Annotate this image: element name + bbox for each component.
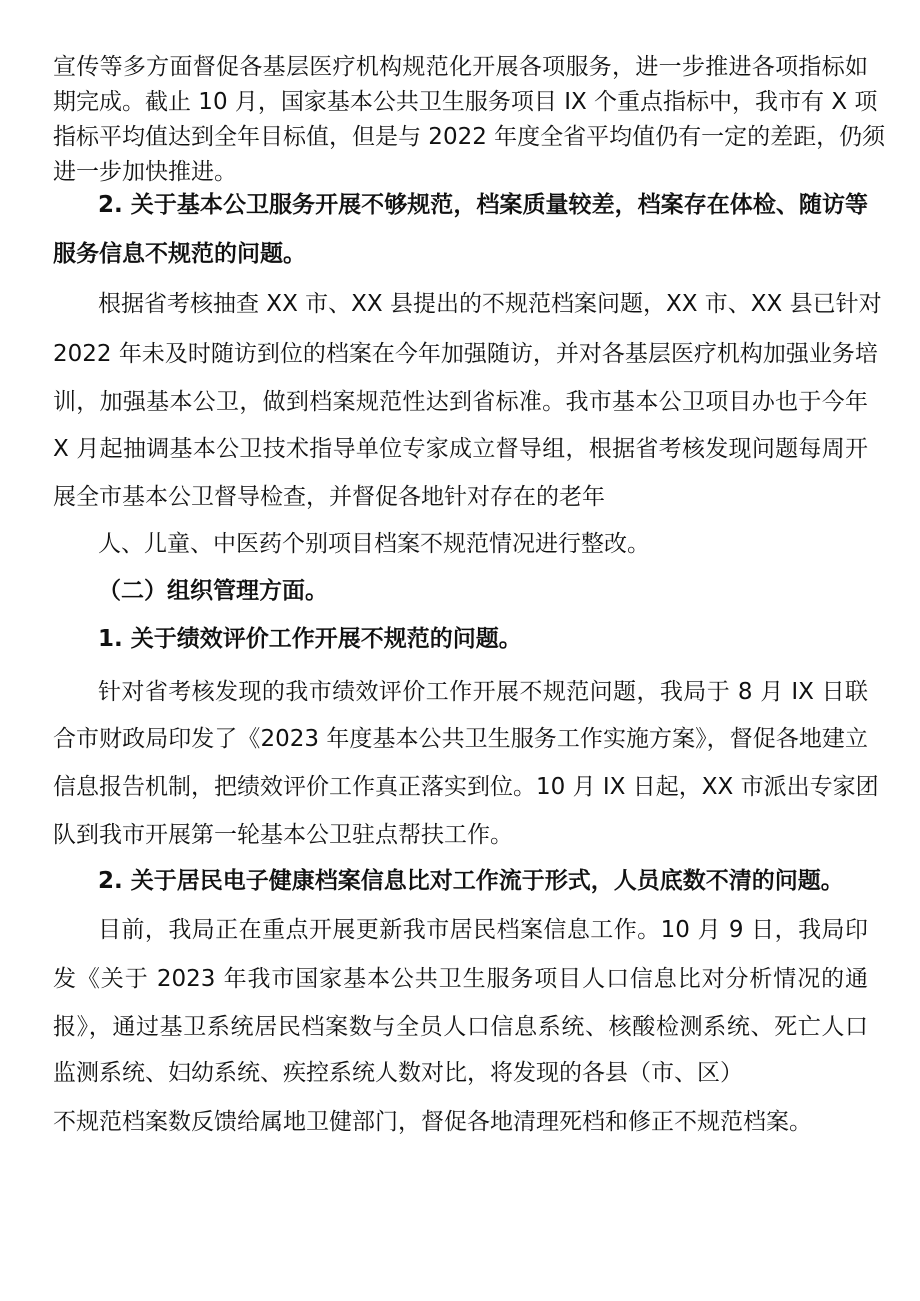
- text-line: 报》，通过基卫系统居民档案数与全员人口信息系统、核酸检测系统、死亡人口: [53, 1014, 868, 1040]
- text-line: 针对省考核发现的我市绩效评价工作开展不规范问题，我局于 8 月 IX 日联: [98, 679, 868, 705]
- section-title: （二）组织管理方面。: [98, 578, 328, 604]
- text-line: 目前，我局正在重点开展更新我市居民档案信息工作。10 月 9 日，我局印: [98, 917, 868, 943]
- section-heading: 服务信息不规范的问题。: [53, 241, 306, 267]
- text-line: 人、儿童、中医药个别项目档案不规范情况进行整改。: [98, 531, 650, 557]
- text-line: 指标平均值达到全年目标值，但是与 2022 年度全省平均值仍有一定的差距，仍须: [53, 124, 886, 150]
- text-line: X 月起抽调基本公卫技术指导单位专家成立督导组，根据省考核发现问题每周开: [53, 436, 868, 462]
- text-line: 期完成。截止 10 月，国家基本公共卫生服务项目 IX 个重点指标中，我市有 X 项: [53, 89, 878, 115]
- section-heading: 1. 关于绩效评价工作开展不规范的问题。: [98, 626, 522, 652]
- text-line: 合市财政局印发了《2023 年度基本公共卫生服务工作实施方案》，督促各地建立: [53, 726, 868, 752]
- text-line: 发《关于 2023 年我市国家基本公共卫生服务项目人口信息比对分析情况的通: [53, 966, 868, 992]
- text-line: 展全市基本公卫督导检查，并督促各地针对存在的老年: [53, 484, 605, 510]
- text-line: 2022 年未及时随访到位的档案在今年加强随访，并对各基层医疗机构加强业务培: [53, 341, 878, 367]
- text-line: 不规范档案数反馈给属地卫健部门，督促各地清理死档和修正不规范档案。: [53, 1109, 812, 1135]
- section-heading: 2. 关于居民电子健康档案信息比对工作流于形式，人员底数不清的问题。: [98, 868, 844, 894]
- text-line: 宣传等多方面督促各基层医疗机构规范化开展各项服务，进一步推进各项指标如: [53, 54, 868, 80]
- text-line: 监测系统、妇幼系统、疾控系统人数对比，将发现的各县（市、区）: [53, 1060, 743, 1086]
- text-line: 信息报告机制，把绩效评价工作真正落实到位。10 月 IX 日起，XX 市派出专家团: [53, 774, 879, 800]
- text-line: 训，加强基本公卫，做到档案规范性达到省标准。我市基本公卫项目办也于今年: [53, 389, 868, 415]
- text-line: 进一步加快推进。: [53, 159, 237, 185]
- section-heading: 2. 关于基本公卫服务开展不够规范，档案质量较差，档案存在体检、随访等: [98, 192, 868, 218]
- text-line: 根据省考核抽查 XX 市、XX 县提出的不规范档案问题，XX 市、XX 县已针对: [98, 291, 882, 317]
- text-line: 队到我市开展第一轮基本公卫驻点帮扶工作。: [53, 822, 513, 848]
